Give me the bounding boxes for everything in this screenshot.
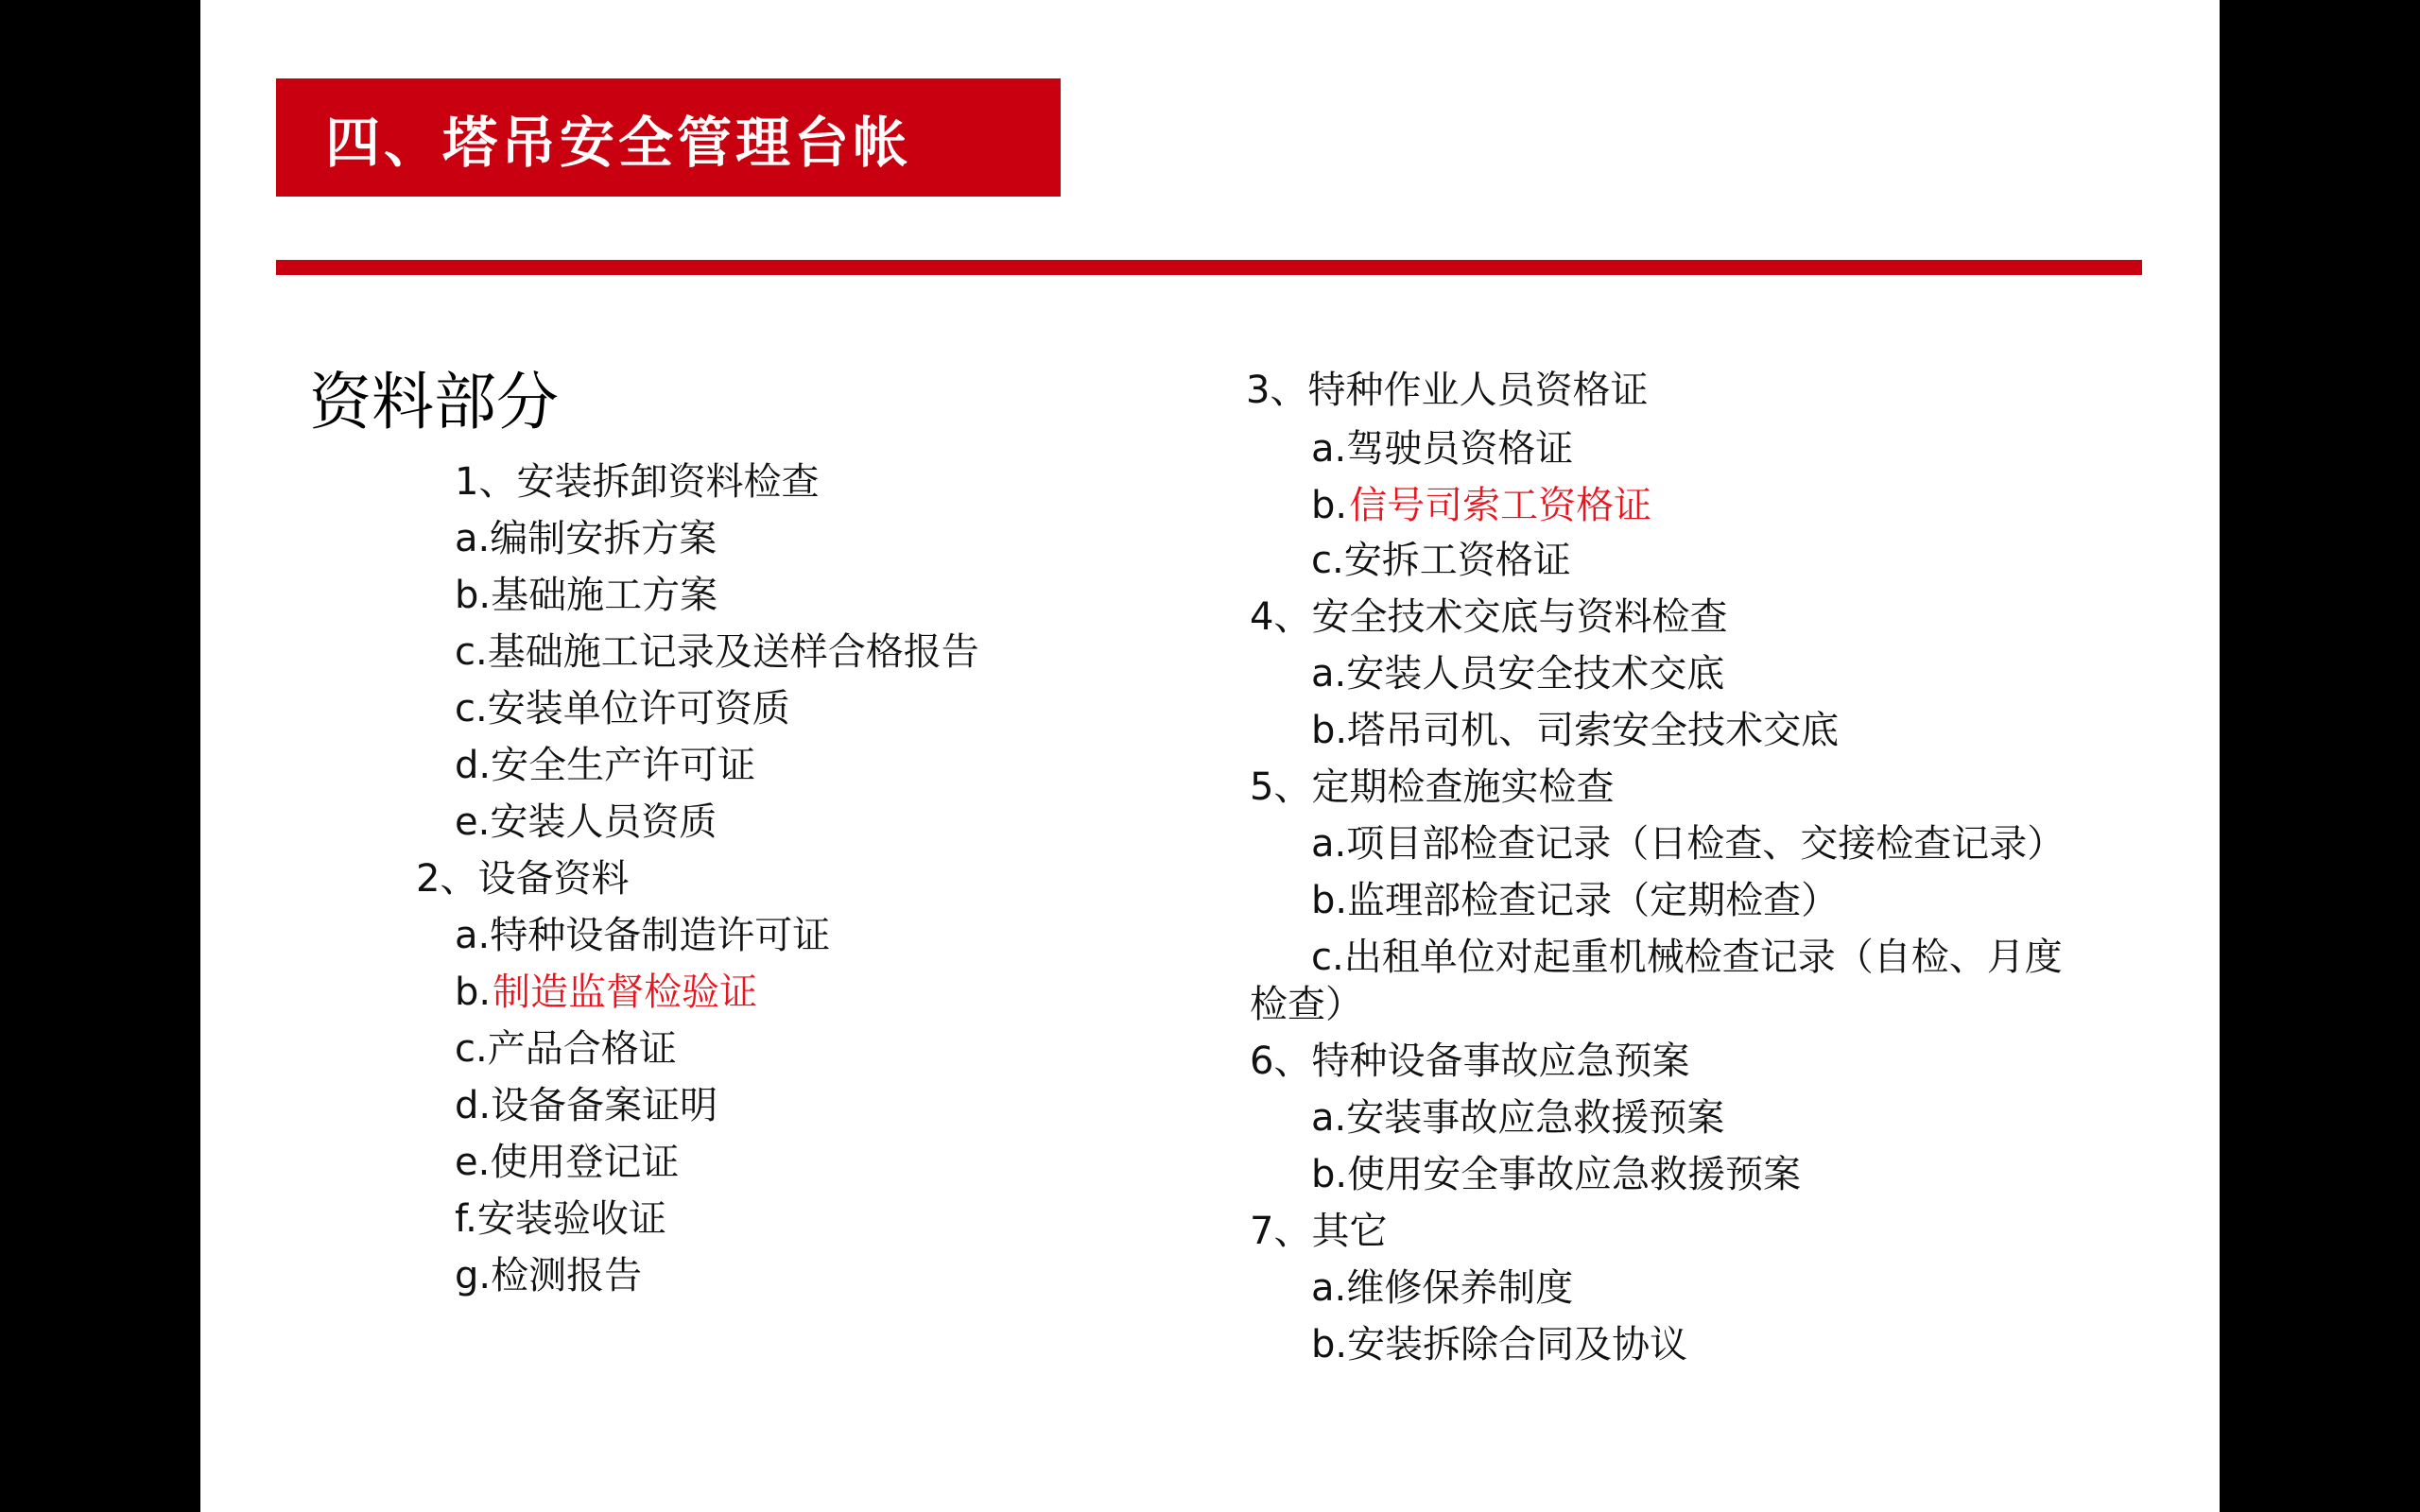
list-item-section-2: 2、设备资料 — [416, 857, 630, 901]
section-heading: 资料部分 — [309, 366, 559, 438]
list-item-5b: b.监理部检查记录（定期检查） — [1311, 879, 1840, 922]
list-item-section-4: 4、安全技术交底与资料检查 — [1250, 595, 1728, 639]
list-item-1d: d.安全生产许可证 — [455, 744, 756, 787]
list-item-2e: e.使用登记证 — [455, 1141, 680, 1184]
list-item-2b — [455, 969, 757, 1016]
list-item-7b: b.安装拆除合同及协议 — [1311, 1323, 1688, 1366]
list-item-1c-2: c.安装单位许可资质 — [455, 687, 790, 730]
list-item-4a: a.安装人员安全技术交底 — [1311, 652, 1725, 696]
list-item-2d: d.设备备案证明 — [455, 1084, 718, 1127]
list-item-section-7: 7、其它 — [1250, 1210, 1388, 1253]
list-item-2a: a.特种设备制造许可证 — [455, 914, 831, 957]
list-item-6b: b.使用安全事故应急救援预案 — [1311, 1153, 1802, 1196]
list-item-1c: c.基础施工记录及送样合格报告 — [455, 630, 979, 674]
slide — [200, 0, 2220, 1512]
title-banner — [276, 78, 1061, 197]
list-item-3b — [1311, 482, 1651, 529]
list-item-5c: c.出租单位对起重机械检查记录（自检、月度 — [1311, 936, 2063, 979]
list-item-3c: c.安拆工资格证 — [1311, 539, 1571, 582]
list-item-5c-wrap: 检查） — [1250, 983, 1363, 1026]
list-item-2b-highlight: 制造监督检验证 — [493, 971, 758, 1014]
list-item-3a: a.驾驶员资格证 — [1311, 427, 1574, 471]
list-item-2b-label: b. — [455, 971, 492, 1014]
list-item-3b-highlight: 信号司索工资格证 — [1349, 484, 1652, 527]
list-item-5a: a.项目部检查记录（日检查、交接检查记录） — [1311, 822, 2066, 866]
list-item-2f: f.安装验收证 — [455, 1197, 666, 1241]
list-item-3b-label: b. — [1311, 484, 1348, 527]
list-item-1e: e.安装人员资质 — [455, 800, 717, 844]
list-item-1b: b.基础施工方案 — [455, 574, 718, 617]
list-item-1a: a.编制安拆方案 — [455, 517, 717, 560]
list-item-2c: c.产品合格证 — [455, 1027, 677, 1071]
list-item-7a: a.维修保养制度 — [1311, 1266, 1574, 1310]
list-item-section-1: 1、安装拆卸资料检查 — [455, 460, 820, 504]
list-item-2g: g.检测报告 — [455, 1254, 643, 1297]
list-item-section-6: 6、特种设备事故应急预案 — [1250, 1040, 1690, 1083]
title-divider — [276, 260, 2142, 275]
list-item-4b: b.塔吊司机、司索安全技术交底 — [1311, 709, 1840, 752]
list-item-section-5: 5、定期检查施实检查 — [1250, 765, 1615, 809]
list-item-6a: a.安装事故应急救援预案 — [1311, 1096, 1725, 1140]
list-item-section-3: 3、特种作业人员资格证 — [1246, 369, 1649, 412]
slide-title: 四、塔吊安全管理台帐 — [325, 110, 912, 175]
